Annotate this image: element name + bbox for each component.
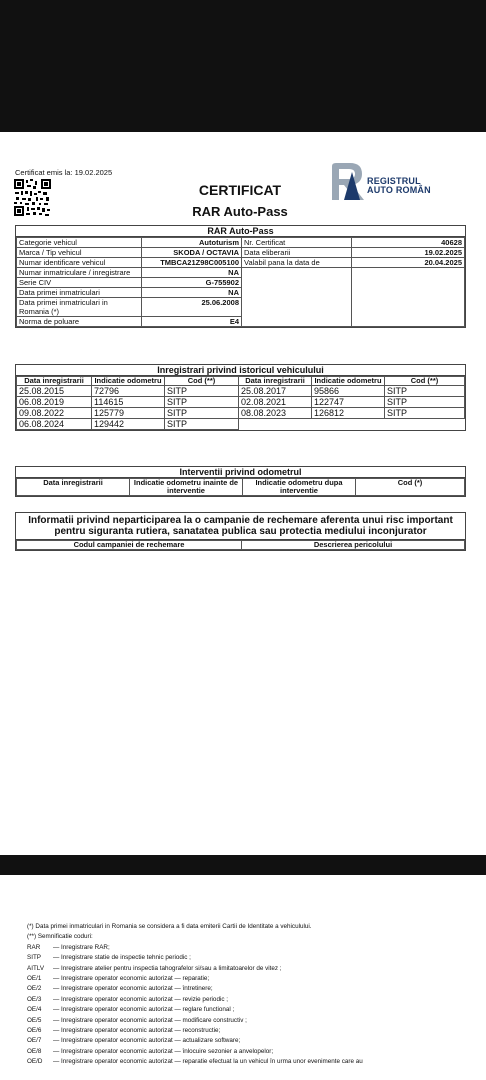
recall-box [15,512,466,551]
code-description: — Inregistrare atelier pentru inspectia tahografelor si/sau a limitatoarelor de vitez ; [53,964,282,972]
interventions-title: Interventii privind odometrul [16,467,465,478]
code-description: — Inregistrare operator economic autorizat — reparatie efectuat la un vehicul în urma unor evenimente care au [53,1058,363,1066]
table-header-row [17,541,465,550]
empty-cell [385,419,465,430]
code-label: OE/3 [27,995,42,1003]
code-row [27,1036,477,1046]
issued-date: Certificat emis la: 19.02.2025 [15,168,113,177]
vehicle-table [16,237,465,327]
table-cell: SITP [165,397,239,408]
column-header: Indicatie odometru dupa interventie [243,479,356,496]
page-separator-band [0,855,486,875]
code-label: AITLV [27,964,45,972]
logo-line-2: AUTO ROMÂN [367,185,431,195]
code-description: — Inregistrare operator economic autorizat — reconstructie; [53,1027,221,1035]
column-header: Cod (*) [356,479,465,496]
qr-code-icon [14,179,51,216]
code-description: — Inregistrare operator economic autorizat — reparatie; [53,975,210,983]
code-label: OE/6 [27,1027,42,1035]
column-header: Descrierea pericolului [242,541,465,550]
row-value: NA [142,268,242,278]
table-cell: SITP [165,408,239,419]
footnote-2: (**) Semnificatie coduri: [27,933,93,941]
code-description: — Inregistrare operator economic autorizat — revizie periodic ; [53,995,228,1003]
code-row [27,943,477,953]
table-header-row [17,377,465,386]
table-cell: 122747 [312,397,385,408]
codes-list [27,943,477,1068]
table-row [17,408,465,419]
code-row [27,953,477,963]
code-label: SITP [27,954,41,962]
cert-value: 20.04.2025 [352,258,465,268]
vehicle-section-title: RAR Auto-Pass [16,226,465,237]
certificate-title: CERTIFICAT [198,182,282,198]
row-value: SKODA / OCTAVIA [142,248,242,258]
code-label: RAR [27,943,41,951]
certificate-subtitle: RAR Auto-Pass [192,204,288,219]
table-cell: 25.08.2015 [17,386,92,397]
recall-title: Informatii privind neparticiparea la o campanie de rechemare aferenta unui risc important pentru siguranta rutiera, sanatatea publica sau protectia mediului inconjurator [16,513,465,540]
row-value: G-755902 [142,278,242,288]
row-label: Norma de poluare [17,317,142,327]
history-table [16,376,465,430]
rar-logo-icon [330,162,366,202]
row-value: E4 [142,317,242,327]
footnotes [27,922,477,1068]
code-description: — Inregistrare operator economic autorizat — actualizare software; [53,1037,241,1045]
rar-logo [330,162,440,202]
row-label: Serie CIV [17,278,142,288]
code-row [27,1026,477,1036]
row-label: Numar identificare vehicul [17,258,142,268]
code-label: OE/2 [27,985,42,993]
row-label: Data primei inmatriculari in Romania (*) [17,298,142,317]
code-label: OE/D [27,1058,43,1066]
table-cell: SITP [165,386,239,397]
vehicle-info-box [15,225,466,328]
table-cell: 08.08.2023 [239,408,312,419]
column-header: Data inregistrarii [239,377,312,386]
code-label: OE/5 [27,1016,42,1024]
cert-label: Data eliberarii [242,248,352,258]
column-header: Data inregistrarii [17,377,92,386]
cert-label: Nr. Certificat [242,238,352,248]
empty-cell [352,268,465,327]
table-cell: 95866 [312,386,385,397]
footnote-1: (*) Data primei inmatriculari in Romania se considera a fi data emiterii Cartii de Identitate a vehiculului. [27,923,312,930]
code-row [27,1016,477,1026]
code-description: — Inregistrare operator economic autorizat — modificare constructiv ; [53,1016,247,1024]
table-cell: 72796 [92,386,165,397]
table-cell: SITP [385,408,465,419]
column-header: Indicatie odometru inainte de interventie [130,479,243,496]
table-cell: 06.08.2019 [17,397,92,408]
column-header: Cod (**) [385,377,465,386]
table-cell: 126812 [312,408,385,419]
code-row [27,1057,477,1067]
table-cell: 129442 [92,419,165,430]
table-cell: 02.08.2021 [239,397,312,408]
row-value: TMBCA21Z98C005100 [142,258,242,268]
code-label: OE/8 [27,1047,42,1055]
top-dark-band [0,0,486,132]
column-header: Codul campaniei de rechemare [17,541,242,550]
table-row [17,419,465,430]
logo-line-1: REGISTRUL [367,176,421,186]
interventions-box [15,466,466,497]
table-row [17,386,465,397]
table-cell: SITP [385,397,465,408]
code-label: OE/4 [27,1006,42,1014]
code-row [27,995,477,1005]
cert-value: 40628 [352,238,465,248]
empty-cell [242,268,352,327]
code-label: OE/1 [27,975,42,983]
table-cell: SITP [385,386,465,397]
column-header: Indicatie odometru [92,377,165,386]
table-row [17,248,465,258]
row-label: Data primei inmatriculari [17,288,142,298]
code-row [27,984,477,994]
empty-cell [239,419,312,430]
table-cell: 06.08.2024 [17,419,92,430]
table-cell: 25.08.2017 [239,386,312,397]
code-description: — Inregistrare statie de inspectie tehnic periodic ; [53,954,191,962]
table-row [17,238,465,248]
recall-table [16,540,465,550]
history-title: Inregistrari privind istoricul vehiculului [16,365,465,376]
table-row [17,268,465,278]
interventions-table [16,478,465,496]
empty-cell [312,419,385,430]
history-box [15,364,466,431]
table-cell: SITP [165,419,239,430]
code-row [27,1047,477,1057]
table-cell: 114615 [92,397,165,408]
code-row [27,964,477,974]
code-row [27,1005,477,1015]
row-value: 25.06.2008 [142,298,242,317]
row-label: Categorie vehicul [17,238,142,248]
column-header: Cod (**) [165,377,239,386]
table-cell: 09.08.2022 [17,408,92,419]
row-label: Numar inmatriculare / inregistrare [17,268,142,278]
cert-label: Valabil pana la data de [242,258,352,268]
table-row [17,397,465,408]
column-header: Indicatie odometru [312,377,385,386]
code-description: — Inregistrare RAR; [53,943,110,951]
row-value: Autoturism [142,238,242,248]
cert-value: 19.02.2025 [352,248,465,258]
footnotes-page [0,875,486,1080]
table-row [17,258,465,268]
column-header: Data inregistrarii [17,479,130,496]
code-label: OE/7 [27,1037,42,1045]
logo-text [367,177,431,195]
code-row [27,974,477,984]
code-description: — Inregistrare operator economic autorizat — întretinere; [53,985,213,993]
row-label: Marca / Tip vehicul [17,248,142,258]
row-value: NA [142,288,242,298]
code-description: — Inregistrare operator economic autorizat — înlocuire sezonier a anvelopelor; [53,1047,274,1055]
table-cell: 125779 [92,408,165,419]
table-header-row [17,479,465,496]
code-description: — Inregistrare operator economic autorizat — reglare functional ; [53,1006,235,1014]
certificate-page [0,132,486,855]
